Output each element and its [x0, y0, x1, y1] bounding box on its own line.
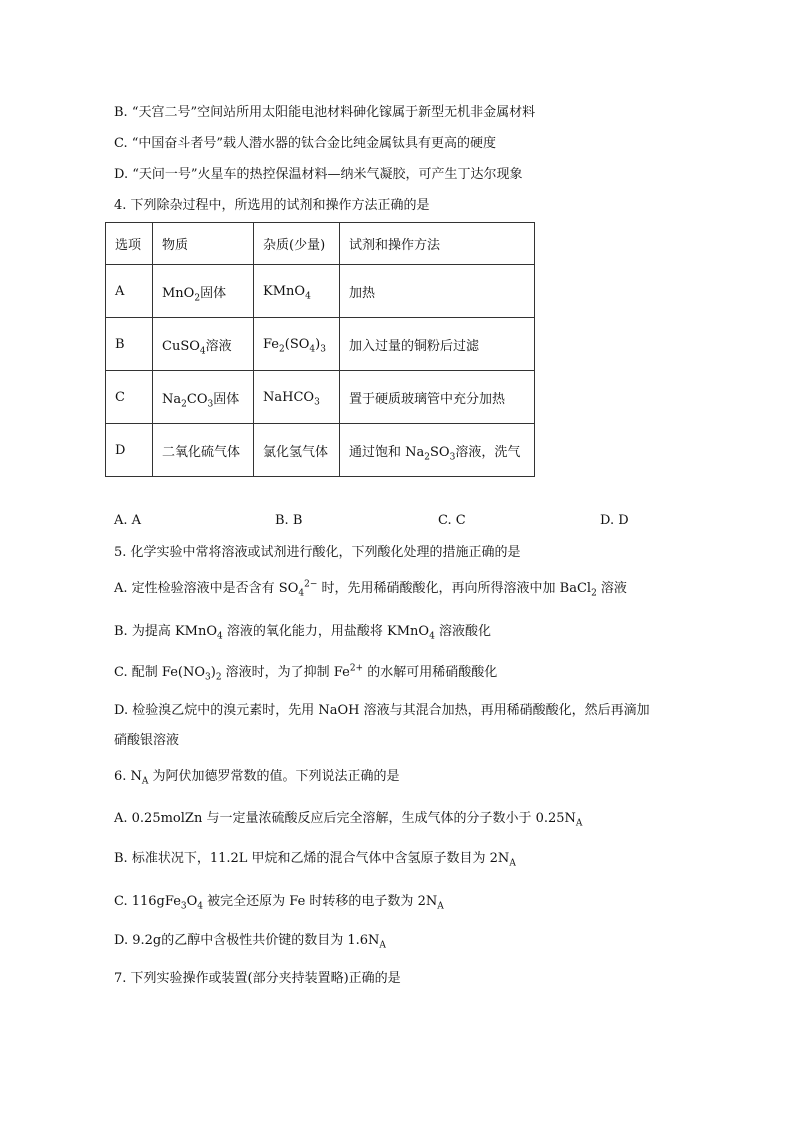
row-option: D [106, 424, 153, 477]
table-row [106, 318, 535, 371]
question-5-option-b[interactable]: B. 为提高 KMnO$_4$ 溶液的氧化能力，用盐酸将 KMnO$_4$ 溶液酸化 [114, 624, 491, 642]
question-5-option-a[interactable]: A. 定性检验溶液中是否含有 $SO_4^{2-}$ 时，先用稀硝酸酸化，再向所得溶液中加 BaCl$_2$ 溶液 [114, 579, 627, 599]
table-row [106, 265, 535, 318]
header-method: 试剂和操作方法 [340, 223, 535, 265]
table-header-row [106, 223, 535, 265]
row-method: 加热 [340, 265, 535, 318]
option-b-line: B. “天宫二号”空间站所用太阳能电池材料砷化镓属于新型无机非金属材料 [114, 105, 536, 120]
row-option: A [106, 265, 153, 318]
option-c-line: C. “中国奋斗者号”载人潜水器的钛合金比纯金属钛具有更高的硬度 [114, 136, 497, 151]
row-impurity: $Fe_2(SO_4)_3$ [254, 318, 340, 371]
answer-d[interactable]: D. D [600, 513, 629, 528]
question-5-option-d-cont: 硝酸银溶液 [114, 733, 180, 748]
question-5-option-c[interactable]: C. 配制 $Fe(NO_3)_2$ 溶液时，为了抑制 $Fe^{2+}$ 的水解可用稀硝酸酸化 [114, 663, 498, 683]
table-row [106, 371, 535, 424]
row-substance: CuSO$_4$溶液 [153, 318, 254, 371]
row-substance: MnO$_2$固体 [153, 265, 254, 318]
row-impurity: NaHCO$_3$ [254, 371, 340, 424]
question-6-option-b[interactable]: B. 标准状况下，11.2L 甲烷和乙烯的混合气体中含氢原子数目为 $2N_A$ [114, 851, 516, 869]
answer-a[interactable]: A. A [114, 513, 142, 528]
header-impurity: 杂质(少量) [254, 223, 340, 265]
option-d-line: D. “天问一号”火星车的热控保温材料—纳米气凝胶，可产生丁达尔现象 [114, 167, 523, 182]
row-impurity: KMnO$_4$ [254, 265, 340, 318]
row-substance: 二氧化硫气体 [153, 424, 254, 477]
question-7-stem: 7. 下列实验操作或装置(部分夹持装置略)正确的是 [114, 971, 401, 986]
question-6-option-c[interactable]: C. $116gFe_3O_4$ 被完全还原为 Fe 时转移的电子数为 $2N_A$ [114, 894, 444, 912]
row-substance: $Na_2CO_3$固体 [153, 371, 254, 424]
question-6-option-a[interactable]: A. 0.25molZn 与一定量浓硫酸反应后完全溶解，生成气体的分子数小于 $0.25N_A$ [114, 811, 583, 829]
row-method: 置于硬质玻璃管中充分加热 [340, 371, 535, 424]
row-method: 通过饱和 $Na_2SO_3$溶液，洗气 [340, 424, 535, 477]
header-substance: 物质 [153, 223, 254, 265]
row-option: C [106, 371, 153, 424]
question-6-option-d[interactable]: D. 9.2g的乙醇中含极性共价键的数目为 $1.6N_A$ [114, 933, 386, 951]
question-5-stem: 5. 化学实验中常将溶液或试剂进行酸化，下列酸化处理的措施正确的是 [114, 545, 521, 560]
question-6-stem: 6. $N_A$ 为阿伏加德罗常数的值。下列说法正确的是 [114, 769, 400, 787]
answer-c[interactable]: C. C [438, 513, 466, 528]
header-option: 选项 [106, 223, 153, 265]
question-4-stem: 4. 下列除杂过程中，所选用的试剂和操作方法正确的是 [114, 198, 430, 213]
answer-b[interactable]: B. B [275, 513, 303, 528]
question-5-option-d[interactable]: D. 检验溴乙烷中的溴元素时，先用 NaOH 溶液与其混合加热，再用稀硝酸酸化，然后再滴加 [114, 703, 650, 718]
purification-table [105, 222, 535, 477]
row-method: 加入过量的铜粉后过滤 [340, 318, 535, 371]
row-option: B [106, 318, 153, 371]
row-impurity: 氯化氢气体 [254, 424, 340, 477]
table-row [106, 424, 535, 477]
